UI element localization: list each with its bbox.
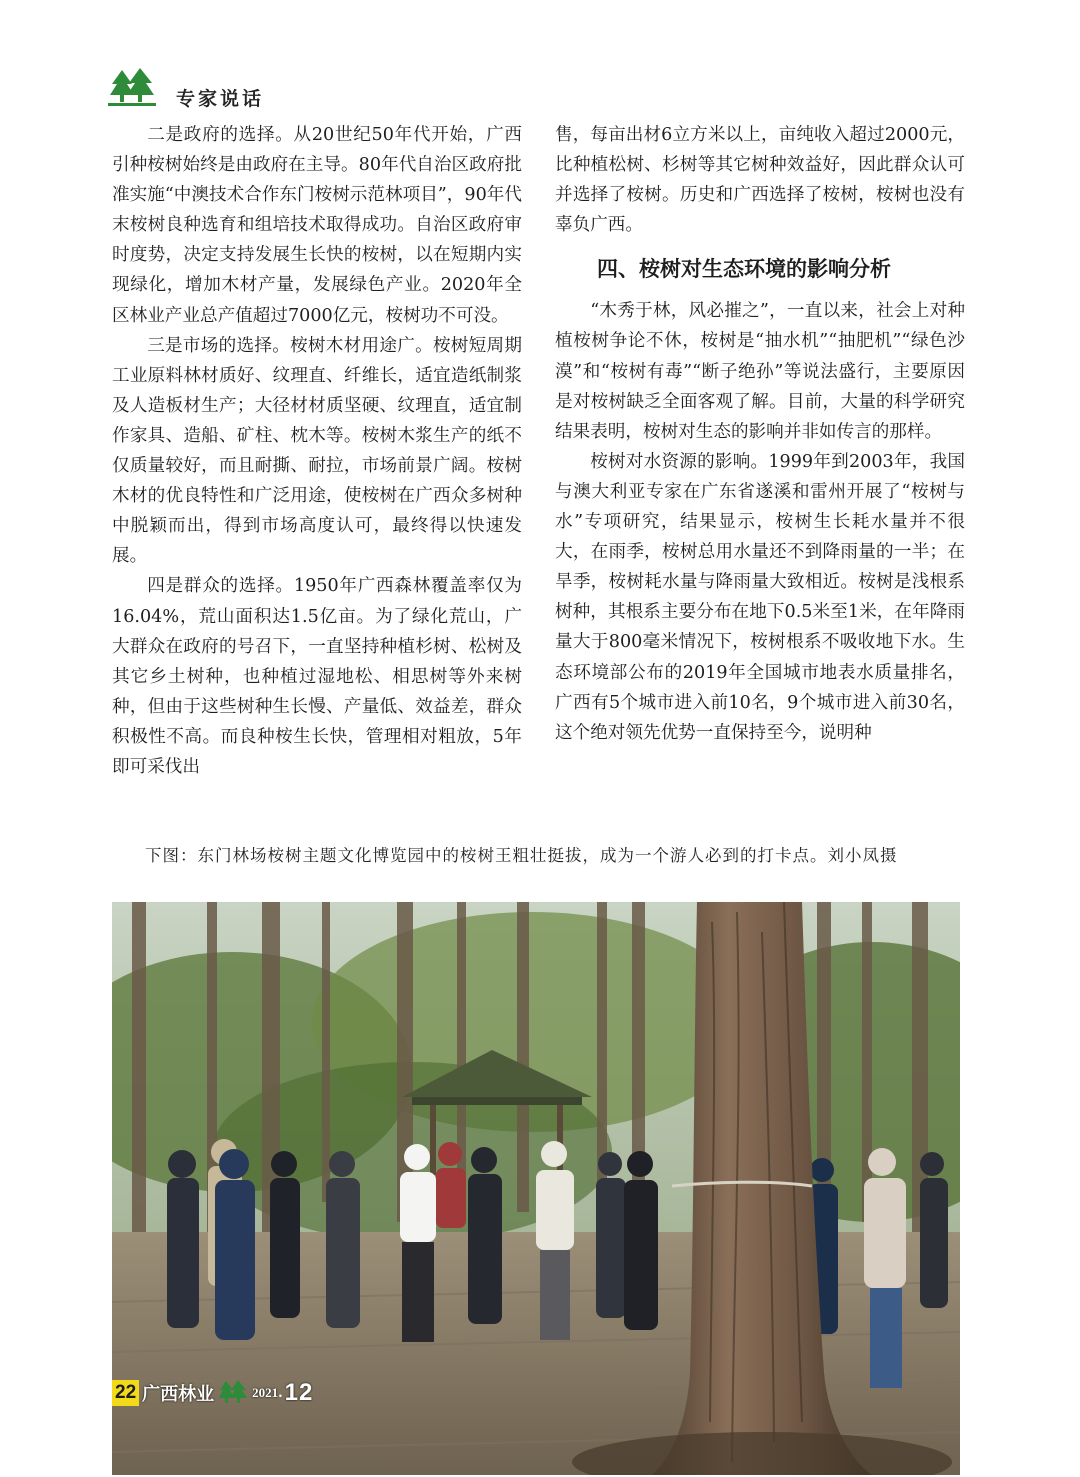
left-column xyxy=(112,120,522,782)
magazine-title: 广西林业 xyxy=(142,1384,215,1405)
issue-number: 12 xyxy=(284,1379,314,1406)
photo-caption: 下图：东门林场桉树主题文化博览园中的桉树王粗壮挺拔，成为一个游人必到的打卡点。刘小凤摄 xyxy=(145,846,898,865)
paragraph: “木秀于林，风必摧之”，一直以来，社会上对种植桉树争论不休，桉树是“抽水机”“抽肥机”“绿色沙漠”和“桉树有毒”“断子绝孙”等说法盛行，主要原因是对桉树缺乏全面客观了解。目前，大量的科学研究结果表明，桉树对生态的影响并非如传言的那样。 xyxy=(555,301,965,442)
paragraph: 四是群众的选择。1950年广西森林覆盖率仅为16.04%，荒山面积达1.5亿亩。为了绿化荒山，广大群众在政府的号召下，一直坚持种植杉树、松树及其它乡土树种，也种植过湿地松、相思树等外来树种，但由于这些树种生长慢、产量低、效益差，群众积极性不高。而良种桉生长快，管理相对粗放，5年即可采伐出 xyxy=(112,576,522,777)
page-footer xyxy=(112,1378,313,1408)
pine-trees-icon xyxy=(108,68,158,108)
paragraph: 桉树对水资源的影响。1999年到2003年，我国与澳大利亚专家在广东省遂溪和雷州开展了“桉树与水”专项研究，结果显示，桉树生长耗水量并不很大，在雨季，桉树总用水量还不到降雨量的一半；在旱季，桉树耗水量与降雨量大致相近。桉树是浅根系树种，其根系主要分布在地下0.5米至1米，在年降雨量大于800毫米情况下，桉树根系不吸收地下水。生态环境部公布的2019年全国城市地表水质量排名，广西有5个城市进入前10名，9个城市进入前30名，这个绝对领先优势一直保持至今，说明种 xyxy=(555,451,965,743)
paragraph: 二是政府的选择。从20世纪50年代开始，广西引种桉树始终是由政府在主导。80年代自治区政府批准实施“中澳技术合作东门桉树示范林项目”，90年代末桉树良种选育和组培技术取得成功。自治区政府审时度势，决定支持发展生长快的桉树，以在短期内实现绿化，增加木材产量，发展绿色产业。2020年全区林业产业总产值超过7000亿元，桉树功不可没。 xyxy=(112,125,522,326)
right-column xyxy=(555,120,965,748)
section-label: 专家说话 xyxy=(176,88,265,110)
issue-year: 2021 xyxy=(252,1385,279,1400)
page-number: 22 xyxy=(112,1380,139,1406)
pine-trees-icon xyxy=(218,1380,248,1406)
section-heading: 四、桉树对生态环境的影响分析 xyxy=(597,257,891,282)
paragraph: 三是市场的选择。桉树木材用途广。桉树短周期工业原料林材质好、纹理直、纤维长，适宜造纸制浆及人造板材生产；大径材材质坚硬、纹理直，适宜制作家具、造船、矿柱、枕木等。桉树木浆生产的纸不仅质量较好，而且耐撕、耐拉，市场前景广阔。桉树木材的优良特性和广泛用途，使桉树在广西众多树种中脱颖而出，得到市场高度认可，最终得以快速发展。 xyxy=(112,335,522,567)
issue-separator: . xyxy=(278,1385,283,1401)
paragraph-continuation: 售，每亩出材6立方米以上，亩纯收入超过2000元，比种植松树、杉树等其它树种效益好，因此群众认可并选择了桉树。历史和广西选择了桉树，桉树也没有辜负广西。 xyxy=(555,125,965,236)
